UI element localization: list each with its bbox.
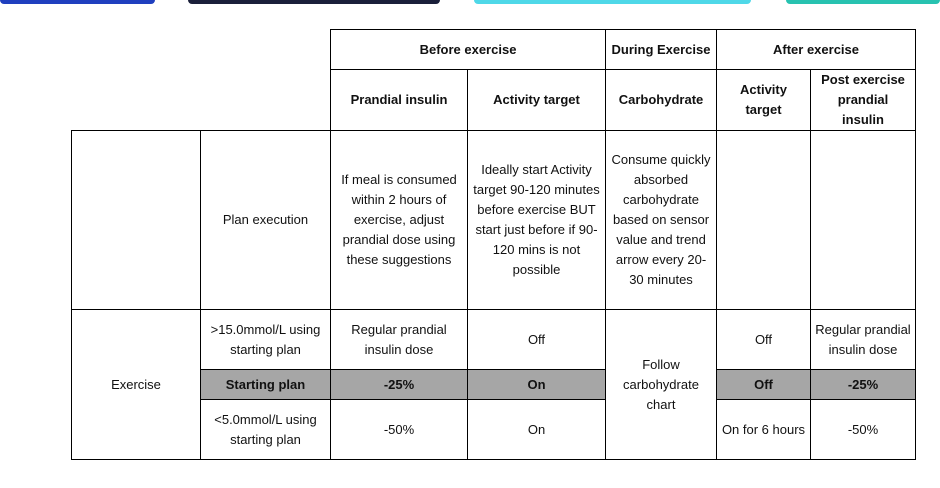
cell-exercise-carbohydrate: Follow carbohydrate chart [606,310,717,460]
top-accent-bar-2 [188,0,440,4]
row-high-glucose [72,310,916,370]
cell-high-post-exercise-prandial: Regular prandial insulin dose [811,310,916,370]
top-accent-bar-4 [786,0,940,4]
cell-low-prandial-insulin: -50% [331,400,468,460]
header-before-exercise: Before exercise [331,30,606,70]
header-after-activity-target: Activity target [717,70,811,131]
cell-plan-activity-target: Ideally start Activity target 90-120 minutes before exercise BUT start just before if 90-120 mins is not possible [468,131,606,310]
cell-plan-post-exercise-prandial [811,131,916,310]
top-accent-bar-3 [474,0,751,4]
header-prandial-insulin: Prandial insulin [331,70,468,131]
header-row-groups [72,30,916,70]
exercise-insulin-plan-table [71,29,916,460]
cell-starting-prandial-insulin: -25% [331,370,468,400]
row-group-blank [72,131,201,310]
cell-low-activity-target: On [468,400,606,460]
blank-corner-cell [72,30,201,131]
row-group-exercise: Exercise [72,310,201,460]
header-during-exercise: During Exercise [606,30,717,70]
header-carbohydrate: Carbohydrate [606,70,717,131]
cell-low-post-exercise-prandial: -50% [811,400,916,460]
cell-high-after-activity-target: Off [717,310,811,370]
cell-starting-post-exercise-prandial: -25% [811,370,916,400]
header-post-exercise-prandial-insulin: Post exercise prandial insulin [811,70,916,131]
cell-high-prandial-insulin: Regular prandial insulin dose [331,310,468,370]
row-label-starting-plan: Starting plan [201,370,331,400]
cell-plan-after-activity-target [717,131,811,310]
cell-starting-after-activity-target: Off [717,370,811,400]
cell-plan-carbohydrate: Consume quickly absorbed carbohydrate based on sensor value and trend arrow every 20-30 minutes [606,131,717,310]
header-after-exercise: After exercise [717,30,916,70]
row-label-low-glucose: <5.0mmol/L using starting plan [201,400,331,460]
cell-plan-prandial-insulin: If meal is consumed within 2 hours of exercise, adjust prandial dose using these suggestions [331,131,468,310]
blank-corner-cell [201,30,331,131]
row-label-high-glucose: >15.0mmol/L using starting plan [201,310,331,370]
cell-starting-activity-target: On [468,370,606,400]
cell-high-activity-target: Off [468,310,606,370]
top-accent-bar-1 [0,0,155,4]
header-activity-target: Activity target [468,70,606,131]
row-plan-execution [72,131,916,310]
cell-low-after-activity-target: On for 6 hours [717,400,811,460]
row-label-plan-execution: Plan execution [201,131,331,310]
